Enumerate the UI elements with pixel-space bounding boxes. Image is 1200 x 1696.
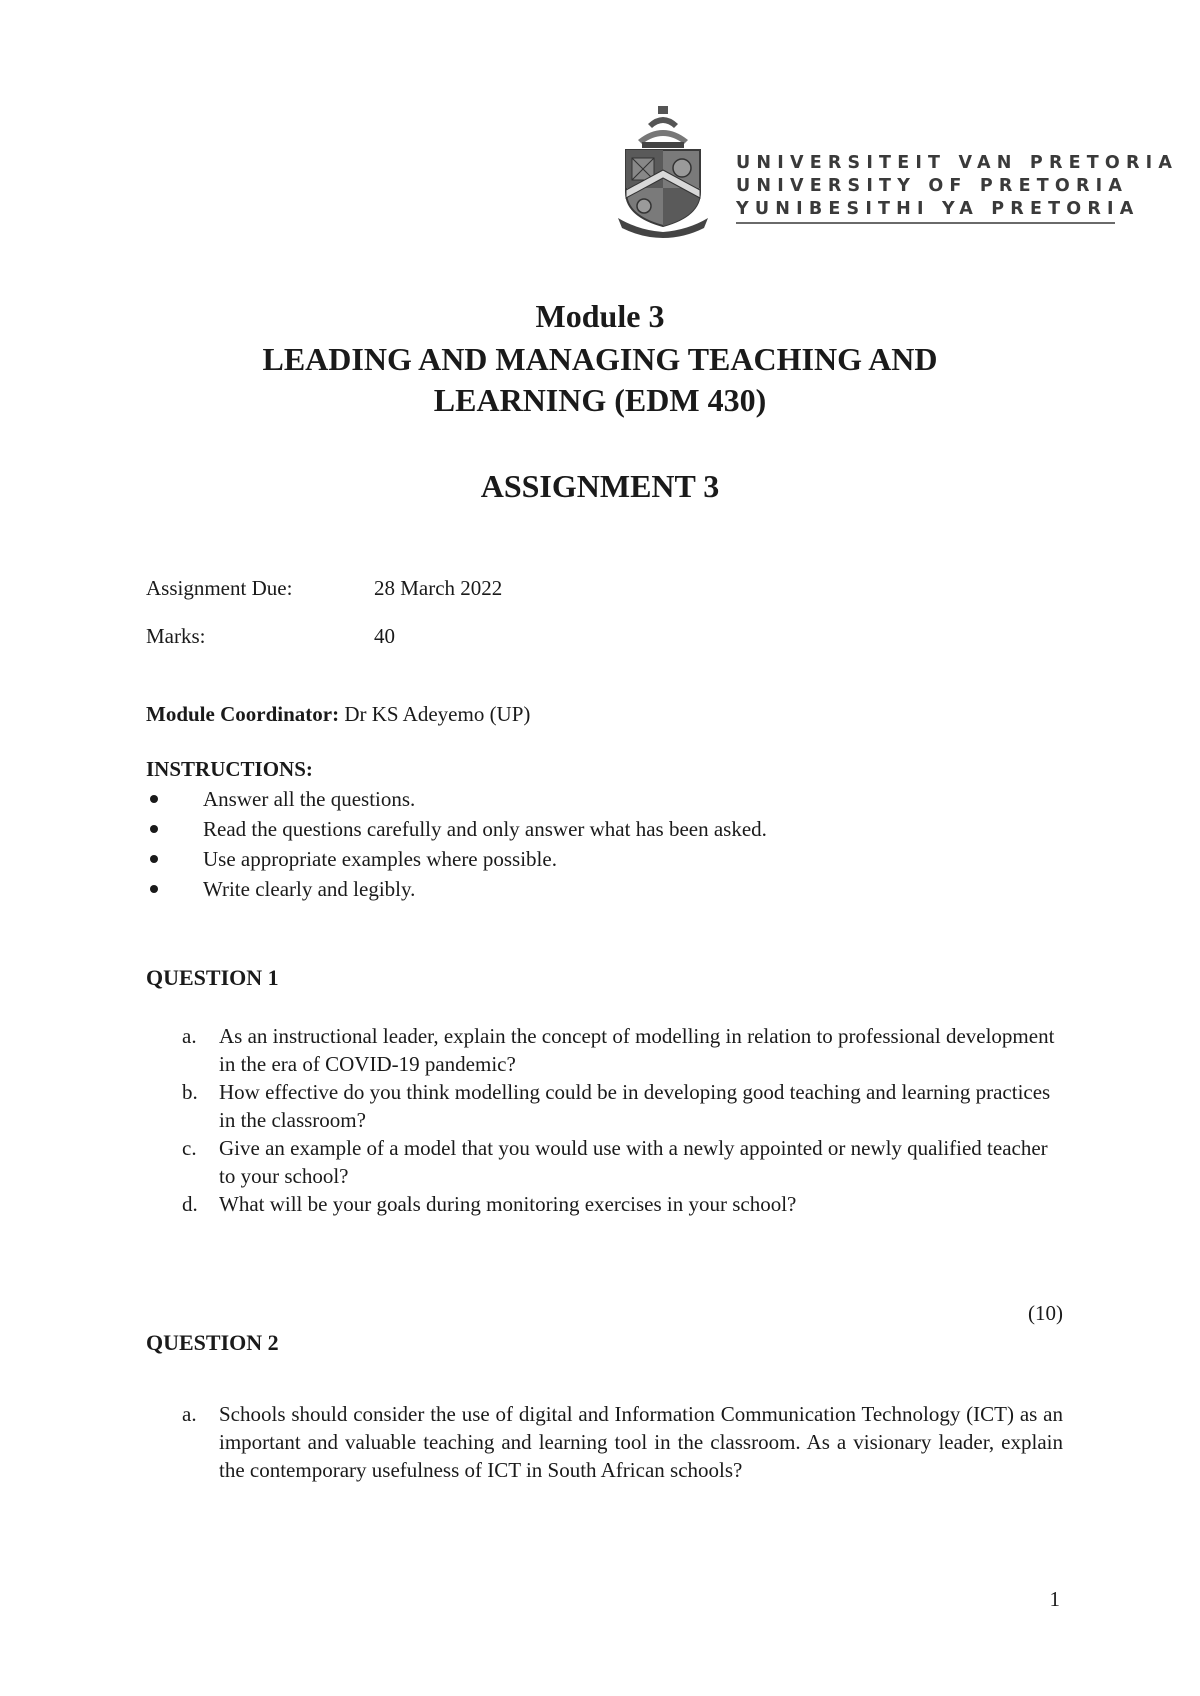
list-item	[146, 1022, 1063, 1078]
due-label: Assignment Due:	[146, 576, 293, 600]
item-marker: a.	[182, 1024, 197, 1048]
instruction-text: Use appropriate examples where possible.	[203, 847, 557, 871]
instruction-text: Write clearly and legibly.	[203, 877, 416, 901]
question-text: As an instructional leader, explain the concept of modelling in relation to professional development in the era of COVID-19 pandemic?	[219, 1024, 1055, 1076]
coordinator-value: Dr KS Adeyemo (UP)	[344, 702, 531, 726]
list-item	[146, 1134, 1063, 1190]
list-item	[146, 874, 1046, 904]
list-item	[146, 1078, 1063, 1134]
item-marker: b.	[182, 1080, 198, 1104]
university-name-sepedi: YUNIBESITHI YA PRETORIA	[736, 199, 1140, 219]
question-text: Give an example of a model that you would use with a newly appointed or newly qualified teacher to your school?	[219, 1136, 1048, 1188]
question2-heading: QUESTION 2	[146, 1330, 279, 1355]
bullet-icon	[150, 885, 158, 893]
instruction-text: Answer all the questions.	[203, 787, 416, 811]
list-item	[146, 1190, 1063, 1218]
question-text: How effective do you think modelling could be in developing good teaching and learning practices in the classroom?	[219, 1080, 1051, 1132]
question1-list	[146, 1022, 1063, 1218]
item-marker: c.	[182, 1136, 197, 1160]
instruction-text: Read the questions carefully and only answer what has been asked.	[203, 817, 767, 841]
question-text: What will be your goals during monitoring exercises in your school?	[219, 1192, 797, 1216]
question2-list	[146, 1400, 1063, 1484]
course-title-line2: LEARNING (EDM 430)	[433, 382, 767, 418]
due-value: 28 March 2022	[374, 576, 503, 600]
university-crest-icon	[618, 106, 708, 238]
list-item	[146, 844, 1046, 874]
marks-label: Marks:	[146, 624, 206, 648]
list-item	[146, 1400, 1063, 1484]
list-item	[146, 784, 1046, 814]
question1-heading: QUESTION 1	[146, 965, 279, 990]
question-text: Schools should consider the use of digital and Information Communication Technology (ICT) as an important and valuable teaching and learning tool in the classroom. As a visionary leader, explain the contemporary usefulness of ICT in South African schools?	[219, 1402, 1063, 1482]
university-name-lines	[736, 152, 1179, 221]
list-item	[146, 814, 1046, 844]
bullet-icon	[150, 795, 158, 803]
item-marker: a.	[182, 1402, 197, 1426]
instructions-list	[146, 784, 1046, 904]
bullet-icon	[150, 855, 158, 863]
university-name-english: UNIVERSITY OF PRETORIA	[736, 176, 1129, 196]
course-title-line1: LEADING AND MANAGING TEACHING AND	[262, 341, 938, 377]
assignment-title: ASSIGNMENT 3	[480, 468, 720, 504]
bullet-icon	[150, 825, 158, 833]
coordinator-label: Module Coordinator:	[146, 702, 340, 726]
module-coordinator	[146, 701, 530, 727]
logo-divider	[736, 222, 1115, 224]
marks-value: 40	[374, 624, 395, 648]
instructions-heading: INSTRUCTIONS:	[146, 757, 313, 781]
question1-marks: (10)	[1028, 1301, 1063, 1325]
page-number: 1	[1049, 1587, 1060, 1611]
item-marker: d.	[182, 1192, 198, 1216]
university-name-afrikaans: UNIVERSITEIT VAN PRETORIA	[736, 153, 1179, 173]
module-title: Module 3	[535, 298, 665, 334]
